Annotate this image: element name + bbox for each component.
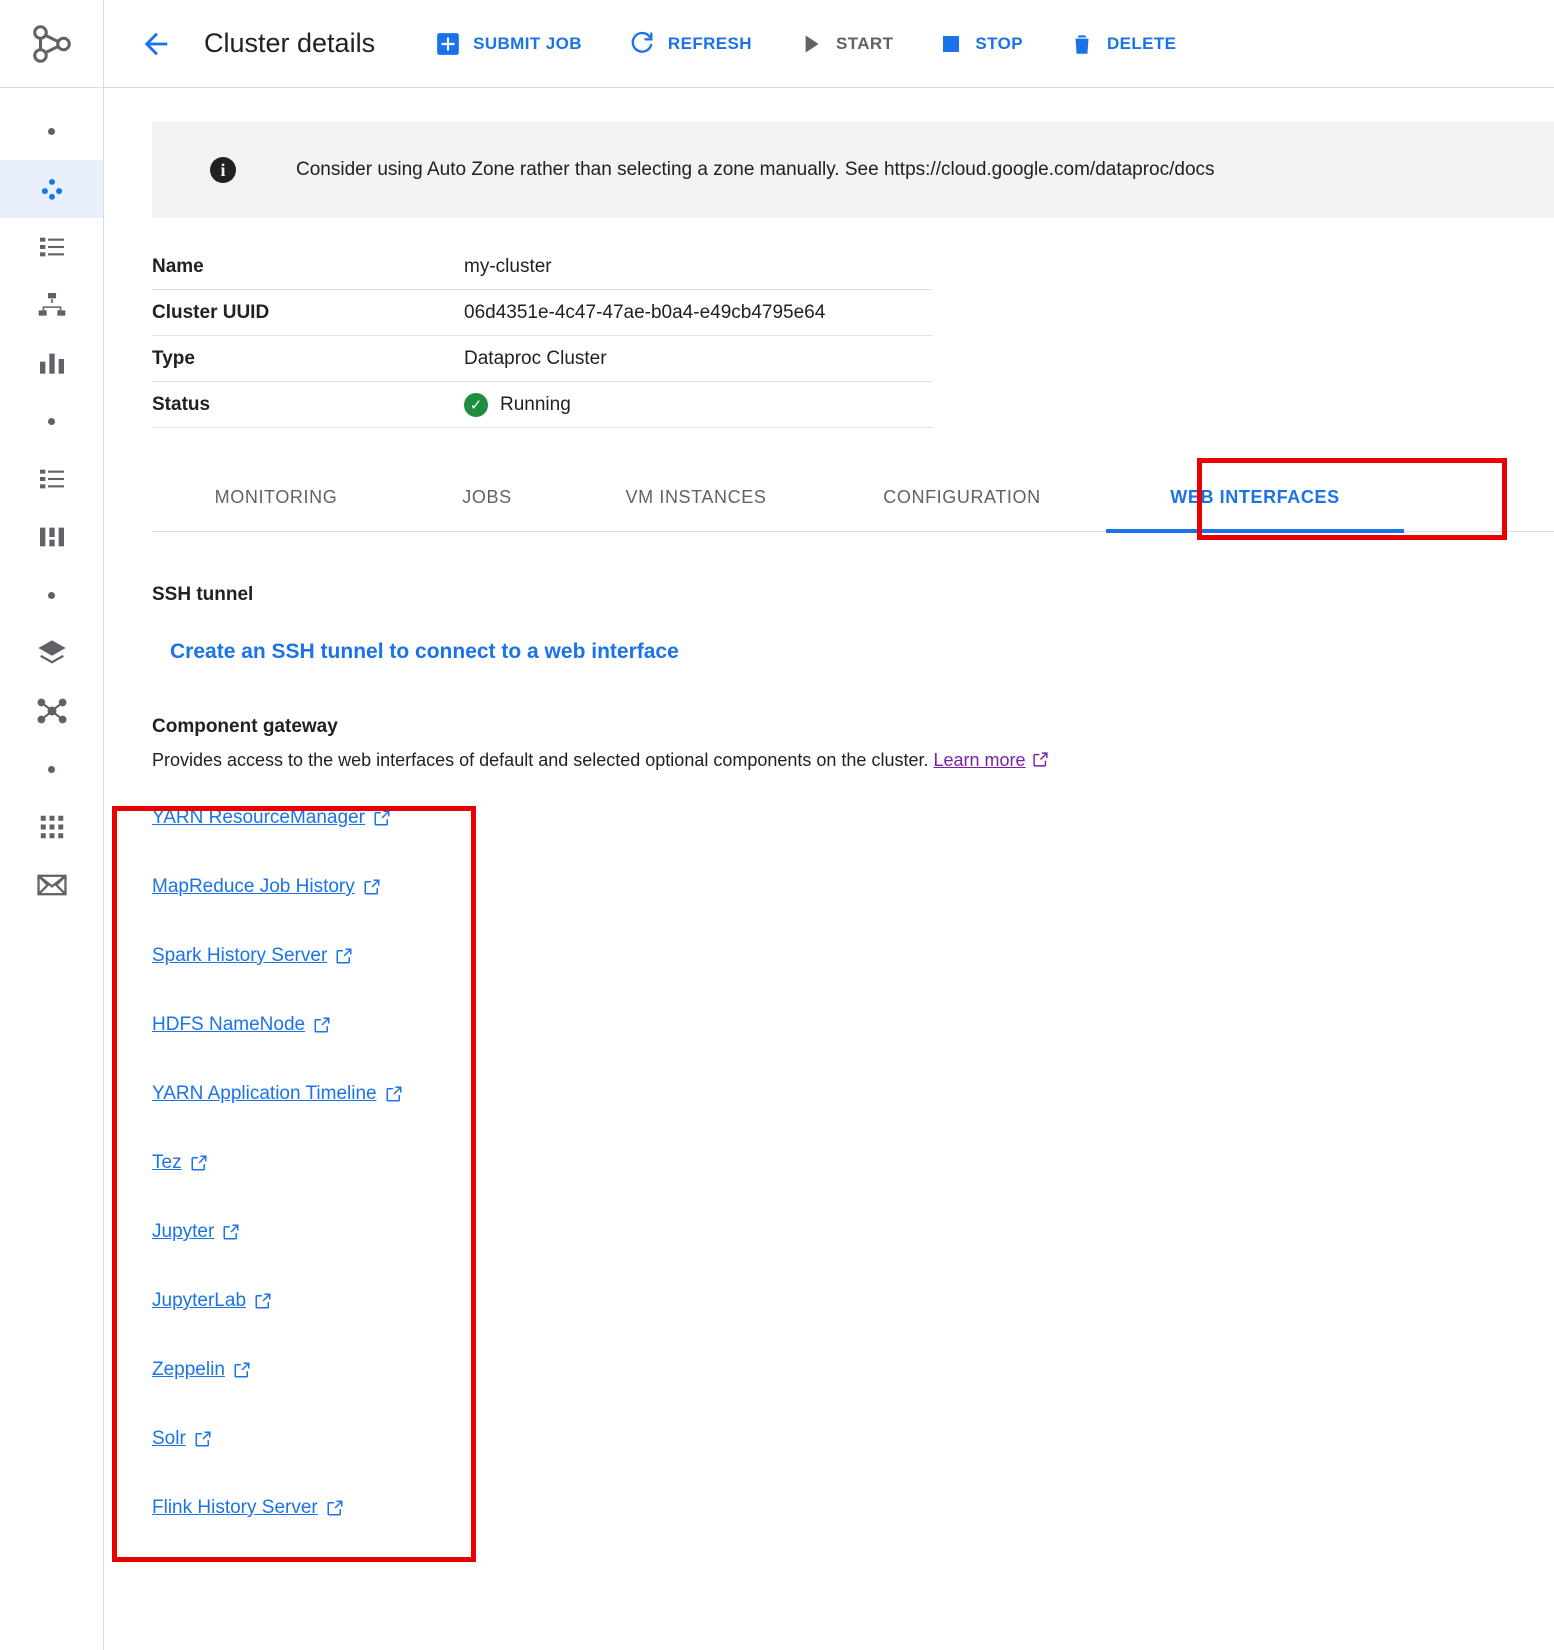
external-link-icon bbox=[313, 1016, 331, 1034]
main-content bbox=[104, 0, 1554, 1650]
detail-key: Name bbox=[152, 255, 204, 277]
stop-button[interactable] bbox=[939, 32, 1023, 56]
tab-web-interfaces[interactable] bbox=[1106, 464, 1404, 532]
detail-value: Dataproc Cluster bbox=[464, 347, 607, 369]
clusters-icon bbox=[35, 172, 69, 206]
detail-value: my-cluster bbox=[464, 255, 552, 277]
table-row bbox=[152, 244, 932, 290]
link-label: Solr bbox=[152, 1428, 186, 1449]
sidebar-item-metastore[interactable] bbox=[0, 334, 103, 392]
add-box-icon bbox=[435, 31, 461, 57]
link-label: MapReduce Job History bbox=[152, 876, 355, 897]
tab-jobs[interactable] bbox=[400, 464, 574, 532]
submit-job-label: SUBMIT JOB bbox=[473, 33, 582, 53]
link-flink-history-server[interactable] bbox=[152, 1497, 344, 1519]
tab-label: MONITORING bbox=[214, 487, 338, 507]
layers-icon bbox=[35, 636, 69, 670]
tab-label: VM INSTANCES bbox=[625, 487, 767, 507]
sidebar-item-clusters[interactable] bbox=[0, 160, 103, 218]
sidebar-item-workflows[interactable] bbox=[0, 276, 103, 334]
table-row bbox=[152, 382, 932, 428]
learn-more-link[interactable]: Learn more bbox=[933, 750, 1026, 770]
envelope-icon bbox=[35, 868, 69, 902]
sidebar-item-jobs[interactable] bbox=[0, 218, 103, 276]
status-text: Running bbox=[500, 393, 571, 415]
sidebar-item-8[interactable] bbox=[0, 566, 103, 624]
external-link-icon bbox=[222, 1223, 240, 1241]
link-solr[interactable] bbox=[152, 1428, 212, 1450]
workflows-icon bbox=[36, 289, 68, 321]
list-item bbox=[152, 1014, 1554, 1083]
list-item bbox=[152, 1428, 1554, 1497]
external-link-icon bbox=[385, 1085, 403, 1103]
list-icon bbox=[36, 463, 68, 495]
tab-monitoring[interactable] bbox=[152, 464, 400, 532]
link-label: Jupyter bbox=[152, 1221, 215, 1242]
external-link-icon bbox=[190, 1154, 208, 1172]
status-badge bbox=[464, 393, 571, 417]
delete-label: DELETE bbox=[1106, 33, 1177, 53]
sidebar bbox=[0, 0, 104, 1650]
list-item bbox=[152, 1152, 1554, 1221]
stop-icon bbox=[939, 32, 963, 56]
external-link-icon bbox=[254, 1292, 272, 1310]
toolbar bbox=[104, 0, 1554, 88]
link-jupyterlab[interactable] bbox=[152, 1290, 272, 1312]
sidebar-item-layers[interactable] bbox=[0, 624, 103, 682]
create-ssh-tunnel-link[interactable]: Create an SSH tunnel to connect to a web interface bbox=[170, 640, 679, 663]
check-circle-icon: ✓ bbox=[464, 393, 488, 417]
list-item bbox=[152, 1359, 1554, 1428]
component-gateway-section bbox=[152, 716, 1554, 1566]
nodes-icon bbox=[35, 694, 69, 728]
table-row bbox=[152, 336, 932, 382]
delete-button[interactable] bbox=[1069, 31, 1176, 57]
banner-text: Consider using Auto Zone rather than selecting a zone manually. See https://cloud.google.com/dataproc/docs bbox=[296, 159, 1215, 180]
external-link-icon bbox=[233, 1361, 251, 1379]
trash-icon bbox=[1069, 31, 1095, 57]
link-label: YARN Application Timeline bbox=[152, 1083, 377, 1104]
tab-configuration[interactable] bbox=[818, 464, 1106, 532]
sidebar-item-5[interactable] bbox=[0, 392, 103, 450]
detail-key: Status bbox=[152, 393, 211, 415]
tab-label: WEB INTERFACES bbox=[1170, 487, 1340, 507]
link-label: Tez bbox=[152, 1152, 182, 1173]
dataproc-logo-icon bbox=[0, 0, 103, 88]
link-label: Spark History Server bbox=[152, 945, 328, 966]
link-jupyter[interactable] bbox=[152, 1221, 240, 1243]
start-button bbox=[798, 31, 893, 57]
jobs-list-icon bbox=[36, 231, 68, 263]
external-link-icon bbox=[326, 1499, 344, 1517]
refresh-button[interactable] bbox=[628, 30, 752, 58]
sidebar-item-11[interactable] bbox=[0, 740, 103, 798]
list-item bbox=[152, 1290, 1554, 1359]
detail-key: Cluster UUID bbox=[152, 301, 270, 323]
sidebar-item-0[interactable] bbox=[0, 102, 103, 160]
detail-value: 06d4351e-4c47-47ae-b0a4-e49cb4795e64 bbox=[464, 301, 826, 323]
external-link-icon bbox=[194, 1430, 212, 1448]
ssh-tunnel-section bbox=[152, 584, 1554, 664]
external-link-icon bbox=[335, 947, 353, 965]
tab-bar bbox=[152, 464, 1554, 532]
component-gateway-description bbox=[152, 750, 1554, 771]
link-label: Zeppelin bbox=[152, 1359, 225, 1380]
link-mapreduce-job-history[interactable] bbox=[152, 876, 381, 898]
table-row bbox=[152, 290, 932, 336]
ssh-tunnel-heading: SSH tunnel bbox=[152, 584, 254, 605]
tab-label: JOBS bbox=[462, 487, 512, 507]
submit-job-button[interactable] bbox=[435, 31, 582, 57]
auto-zone-banner bbox=[152, 122, 1554, 218]
refresh-label: REFRESH bbox=[667, 33, 752, 53]
list-item bbox=[152, 1221, 1554, 1290]
list-item bbox=[152, 1083, 1554, 1152]
dot-icon bbox=[48, 766, 55, 773]
metastore-chart-icon bbox=[36, 347, 68, 379]
list-item bbox=[152, 807, 1554, 876]
detail-key: Type bbox=[152, 347, 195, 369]
tab-vm-instances[interactable] bbox=[574, 464, 818, 532]
info-icon: i bbox=[210, 157, 236, 183]
dot-icon bbox=[48, 128, 55, 135]
list-item bbox=[152, 1497, 1554, 1566]
link-label: Flink History Server bbox=[152, 1497, 318, 1518]
play-icon bbox=[798, 31, 824, 57]
arrow-back-icon[interactable] bbox=[138, 26, 174, 62]
batches-icon bbox=[36, 521, 68, 553]
sidebar-item-list[interactable] bbox=[0, 450, 103, 508]
list-item bbox=[152, 945, 1554, 1014]
web-interface-links bbox=[152, 807, 1554, 1566]
dot-icon bbox=[48, 592, 55, 599]
external-link-icon bbox=[363, 878, 381, 896]
link-label: JupyterLab bbox=[152, 1290, 247, 1311]
link-zeppelin[interactable] bbox=[152, 1359, 251, 1381]
sidebar-item-batches[interactable] bbox=[0, 508, 103, 566]
link-label: HDFS NameNode bbox=[152, 1014, 306, 1035]
link-tez[interactable] bbox=[152, 1152, 208, 1174]
sidebar-item-envelope[interactable] bbox=[0, 856, 103, 914]
sidebar-item-nodes[interactable] bbox=[0, 682, 103, 740]
page-title: Cluster details bbox=[204, 28, 376, 58]
link-hdfs-namenode[interactable] bbox=[152, 1014, 331, 1036]
link-yarn-application-timeline[interactable] bbox=[152, 1083, 403, 1105]
description-text: Provides access to the web interfaces of default and selected optional components on the cluster. bbox=[152, 750, 929, 770]
external-link-icon bbox=[373, 809, 391, 827]
stop-label: STOP bbox=[975, 33, 1023, 53]
external-link-icon bbox=[1032, 751, 1049, 768]
start-label: START bbox=[835, 33, 894, 53]
cluster-details-table bbox=[152, 244, 932, 428]
link-yarn-resourcemanager[interactable] bbox=[152, 807, 391, 829]
apps-grid-icon bbox=[37, 812, 67, 842]
dot-icon bbox=[48, 418, 55, 425]
component-gateway-heading: Component gateway bbox=[152, 716, 338, 737]
list-item bbox=[152, 876, 1554, 945]
sidebar-item-apps[interactable] bbox=[0, 798, 103, 856]
link-label: YARN ResourceManager bbox=[152, 807, 365, 828]
link-spark-history-server[interactable] bbox=[152, 945, 353, 967]
refresh-icon bbox=[628, 30, 656, 58]
tab-label: CONFIGURATION bbox=[883, 487, 1041, 507]
